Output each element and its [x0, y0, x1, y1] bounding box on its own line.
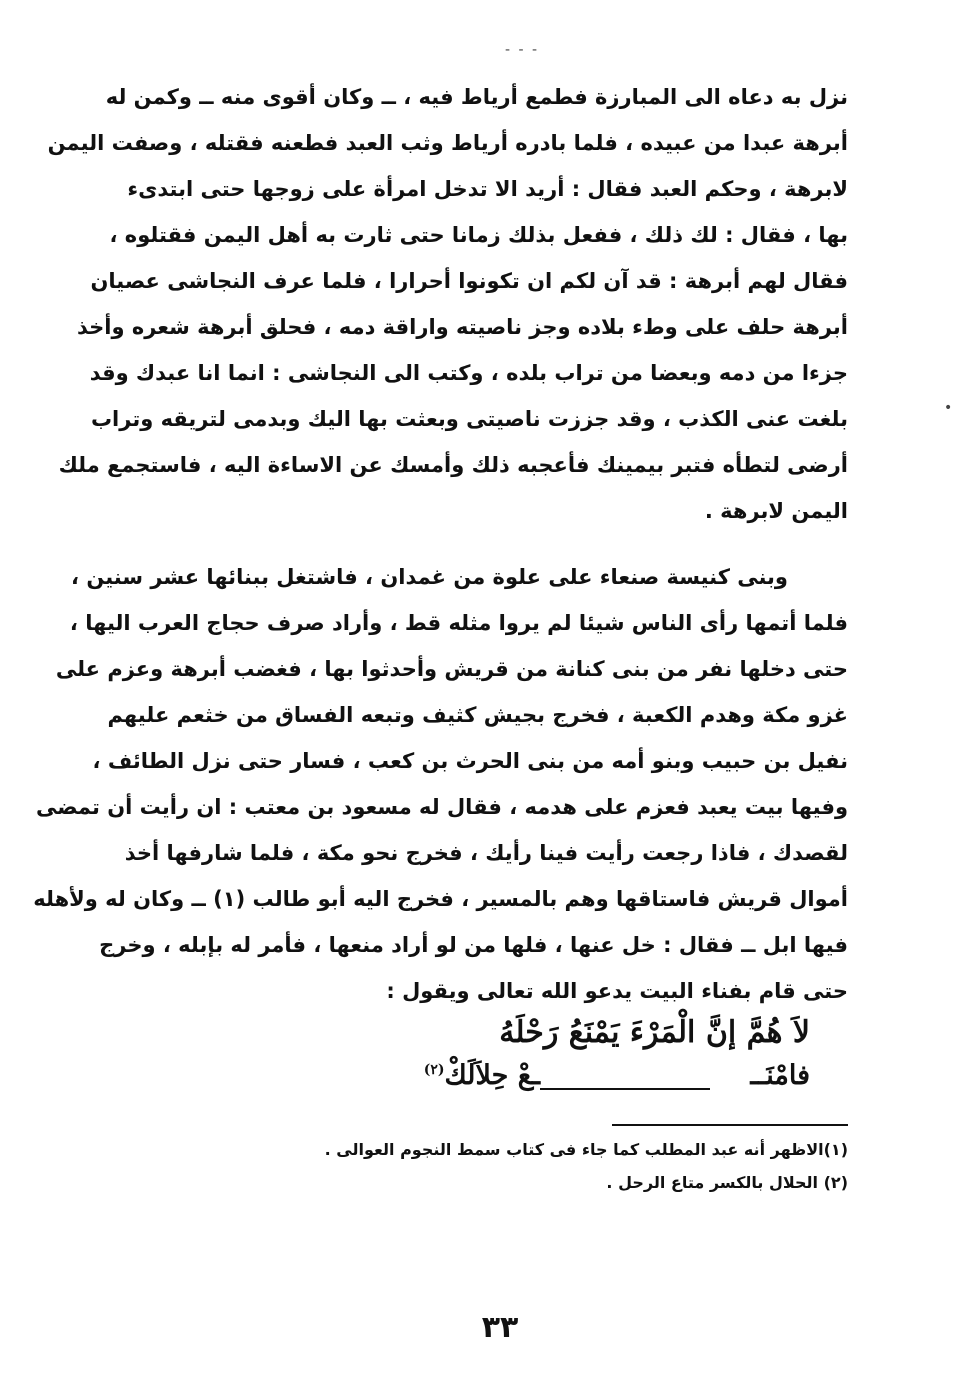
- paragraph-2: [33, 554, 848, 1014]
- margin-mark: •: [944, 400, 953, 416]
- footnote-2: (٢) الحلال بالكسر متاع الرحل .: [606, 1173, 848, 1192]
- text-line: لقصدك ، فاذا رجعت رأيت فينا رأيك ، فخرج نحو مكة ، فلما شارفها أخذ: [124, 841, 848, 865]
- footnote-marker-2: (٢): [423, 1062, 445, 1078]
- text-line: بها ، فقال : لك ذلك ، ففعل بذلك زمانا حتى ثارت به أهل اليمن فقتلوه ،: [109, 223, 848, 247]
- text-line: أبرهة عبدا من عبيده ، فلما بادره أرياط وثب العبد فطعنه فقتله ، وصفت اليمن: [47, 131, 848, 155]
- text-line: نزل به دعاه الى المبارزة فطمع أرياط فيه ، ــ وكان أقوى منه ــ وكمن له: [105, 85, 848, 109]
- page-speck: - - -: [505, 42, 540, 58]
- text-line: نفيل بن حبيب وبنو أمه من بنى الحرث بن كعب ، فسار حتى نزل الطائف ،: [92, 749, 848, 773]
- text-line: اليمن لابرهة .: [704, 499, 848, 523]
- verse-line-1: لاَ هُمَّ إنَّ الْمَرْءَ يَمْنَعُ رَحْلَهُ: [499, 1015, 810, 1050]
- text-line: حتى قام بفناء البيت يدعو الله تعالى ويقول :: [386, 979, 848, 1003]
- text-line: أرضى لتطأه فتبر بيمينك فأعجبه ذلك وأمسك عن الاساءة اليه ، فاستجمع ملك: [58, 453, 848, 477]
- text-line: أموال قريش فاستاقها وهم بالمسير ، فخرج اليه أبو طالب (١) ــ وكان له ولأهله: [33, 887, 848, 911]
- text-line: لابرهة ، وحكم العبد فقال : أريد الا تدخل امرأة على زوجها حتى ابتدىء: [127, 177, 848, 201]
- text-line: حتى دخلها نفر من بنى كنانة من قريش وأحدثوا بها ، فغضب أبرهة وعزم على: [55, 657, 848, 681]
- text-line: جزءا من دمه وبعضا من تراب بلده ، وكتب الى النجاشى : انما انا عبدك وقد: [89, 361, 848, 385]
- verse-line-2-end: [424, 1060, 540, 1091]
- text-line: أبرهة حلف على وطء بلاده وجز ناصيته واراقة دمه ، فحلق أبرهة شعره وأخذ: [77, 315, 848, 339]
- text-line: غزو مكة وهدم الكعبة ، فخرج بجيش كثيف وتبعه الفساق من خثعم عليهم: [107, 703, 848, 727]
- verse-line-2-start: فامْنَــ: [750, 1060, 810, 1091]
- text-line: فقال لهم أبرهة : قد آن لكم ان تكونوا أحرارا ، فلما عرف النجاشى عصيان: [90, 269, 848, 293]
- verse-end-word: ـعْ حِلاَلَكْ: [444, 1060, 540, 1091]
- text-line: وبنى كنيسة صنعاء على علوة من غمدان ، فاشتغل ببنائها عشر سنين ،: [71, 565, 788, 589]
- text-line: فيها ابل ــ فقال : خل عنها ، فلها من لو أراد منعها ، فأمر له بإبله ، وخرج: [99, 933, 848, 957]
- page-number: ٣٣: [481, 1310, 519, 1345]
- paragraph-1: [47, 74, 848, 534]
- verse-line-2: [150, 1060, 810, 1100]
- text-line: بلغت عنى الكذب ، وقد جززت ناصيتى وبعثت بها اليك وبدمى لتريقه وتراب: [90, 407, 848, 431]
- footnote-separator: [612, 1124, 848, 1126]
- footnote-1: (١)الاظهر أنه عبد المطلب كما جاء فى كتاب سمط النجوم العوالى .: [324, 1140, 848, 1159]
- text-line: فلما أتمها رأى الناس شيئا لم يروا مثله قط ، وأراد صرف حجاج العرب اليها ،: [69, 611, 848, 635]
- verse-extension-line: [540, 1088, 710, 1090]
- text-line: وفيها بيت يعبد فعزم على هدمه ، فقال له مسعود بن معتب : ان رأيت أن تمضى: [35, 795, 848, 819]
